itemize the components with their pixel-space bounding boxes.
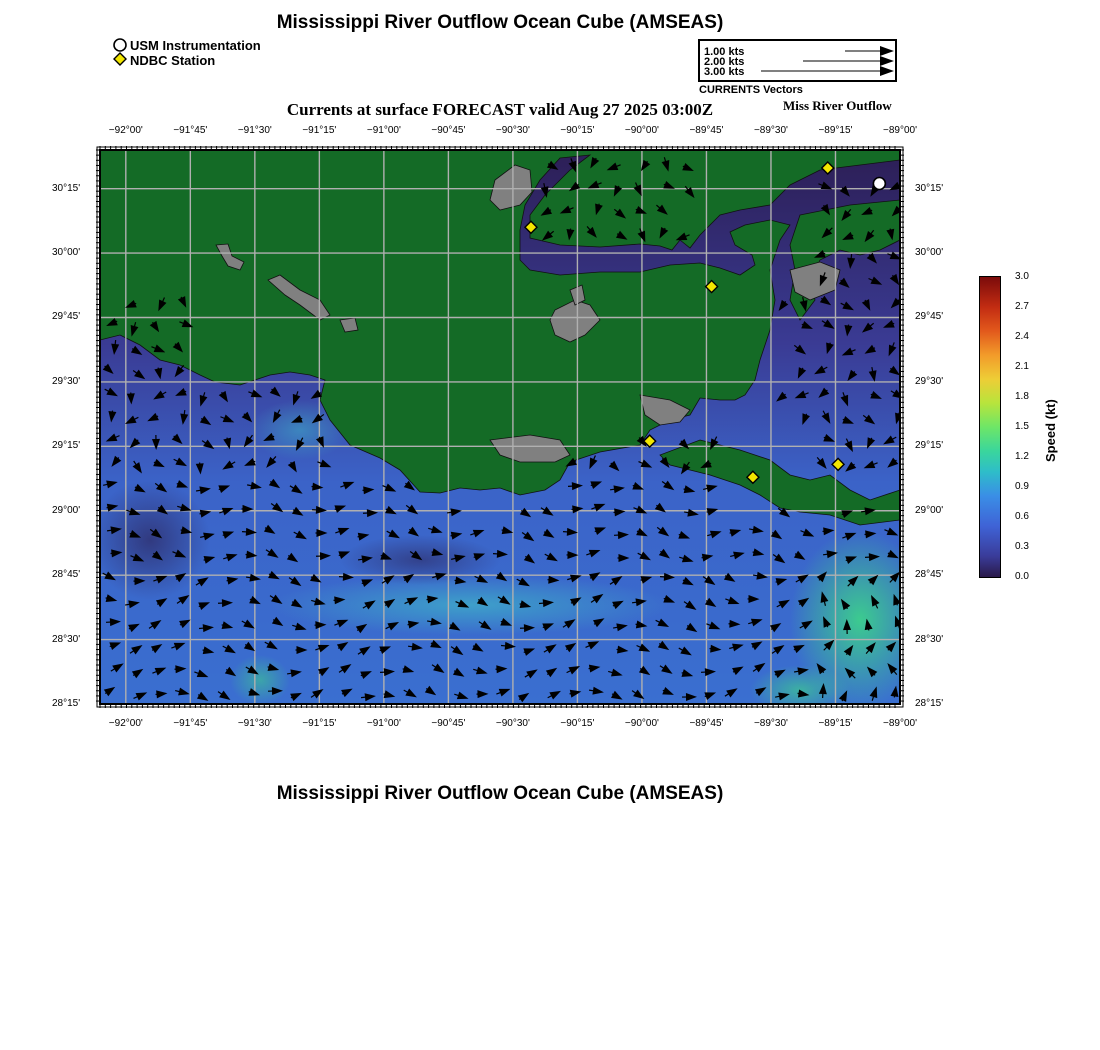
- colorbar-tick-label: 2.1: [1015, 361, 1029, 372]
- lat-tick-label: 30°15': [915, 182, 944, 194]
- lat-tick-label: 29°15': [915, 440, 944, 452]
- lat-tick-label: 28°15': [52, 698, 81, 709]
- lon-tick-label: −89°30': [753, 718, 788, 729]
- lon-tick-label: −90°30': [495, 718, 530, 729]
- lat-tick-label: 28°30': [915, 633, 944, 645]
- lon-tick-label: −90°00': [624, 125, 659, 136]
- lat-tick-label: 29°15': [52, 440, 81, 452]
- colorbar-tick-label: 0.0: [1015, 571, 1029, 582]
- lat-tick-label: 29°00': [52, 504, 81, 516]
- lon-tick-label: −89°15': [818, 718, 853, 729]
- vector-key-caption: CURRENTS Vectors: [699, 84, 803, 96]
- lon-tick-label: −92°00': [108, 718, 143, 729]
- lon-tick-label: −90°00': [624, 718, 659, 729]
- lon-tick-label: −89°30': [753, 125, 788, 136]
- colorbar: [979, 276, 1001, 578]
- colorbar-title: Speed (kt): [1043, 399, 1058, 462]
- lat-tick-label: 29°45': [915, 311, 944, 323]
- legend-symbols: [112, 38, 128, 68]
- map-subtitle: Miss River Outflow: [783, 98, 892, 113]
- lon-tick-label: −91°45': [173, 718, 208, 729]
- footer-title: Mississippi River Outflow Ocean Cube (AMSEAS): [276, 783, 724, 804]
- colorbar-tick-label: 3.0: [1015, 271, 1029, 282]
- legend-usm-label: USM Instrumentation: [130, 38, 261, 53]
- page-title: Mississippi River Outflow Ocean Cube (AMSEAS): [276, 12, 724, 33]
- lon-tick-label: −91°00': [366, 718, 401, 729]
- colorbar-tick-label: 1.5: [1015, 421, 1029, 432]
- colorbar-tick-label: 2.7: [1015, 301, 1029, 312]
- lat-tick-label: 29°00': [915, 504, 944, 516]
- lon-tick-label: −91°30': [237, 125, 272, 136]
- lon-tick-label: −92°00': [108, 125, 143, 136]
- lon-tick-label: −90°45': [431, 125, 466, 136]
- lon-tick-label: −89°45': [689, 125, 724, 136]
- lat-tick-label: 29°45': [52, 311, 81, 323]
- legend-ndbc-label: NDBC Station: [130, 53, 216, 68]
- lon-tick-label: −90°15': [560, 125, 595, 136]
- water-low-speed-patch: [90, 480, 210, 600]
- lat-tick-label: 30°15': [52, 182, 81, 194]
- lon-tick-label: −91°15': [302, 718, 337, 729]
- lon-tick-label: −89°15': [818, 125, 853, 136]
- ndbc-diamond-icon: [114, 53, 126, 65]
- lat-tick-label: 28°30': [52, 633, 81, 645]
- map-layers: [90, 150, 930, 715]
- vector-key-row-1: 1.00 kts: [704, 46, 745, 58]
- lon-tick-label: −91°15': [302, 125, 337, 136]
- colorbar-tick-label: 1.8: [1015, 391, 1029, 402]
- vector-key-box: [698, 39, 897, 82]
- lat-tick-label: 30°00': [915, 247, 944, 259]
- colorbar-tick-label: 0.9: [1015, 481, 1029, 492]
- lat-tick-label: 29°30': [52, 375, 81, 387]
- colorbar-tick-label: 1.2: [1015, 451, 1029, 462]
- vector-key-row-2: 2.00 kts: [704, 56, 745, 68]
- lon-tick-label: −91°00': [366, 125, 401, 136]
- lat-tick-label: 28°15': [915, 698, 944, 709]
- colorbar-gradient: [979, 276, 1001, 578]
- lon-tick-label: −90°15': [560, 718, 595, 729]
- usm-station-marker[interactable]: [873, 177, 885, 189]
- usm-circle-icon: [114, 39, 126, 51]
- vector-key-row-3: 3.00 kts: [704, 66, 745, 78]
- map-chart: [0, 115, 960, 745]
- lon-tick-label: −89°45': [689, 718, 724, 729]
- lat-tick-label: 28°45': [52, 569, 81, 581]
- vector-key-arrows: [700, 41, 895, 80]
- lon-tick-label: −90°30': [495, 125, 530, 136]
- lon-tick-label: −91°30': [237, 718, 272, 729]
- colorbar-tick-label: 0.6: [1015, 511, 1029, 522]
- lat-tick-label: 28°45': [915, 569, 944, 581]
- colorbar-tick-label: 0.3: [1015, 541, 1029, 552]
- lat-tick-label: 30°00': [52, 247, 81, 259]
- water-high-speed-patch: [230, 655, 290, 705]
- lon-tick-label: −90°45': [431, 718, 466, 729]
- map-title: Currents at surface FORECAST valid Aug 27 2025 03:00Z: [286, 100, 714, 119]
- lon-tick-label: −89°00': [883, 125, 917, 136]
- colorbar-tick-label: 2.4: [1015, 331, 1029, 342]
- lat-tick-label: 29°30': [915, 375, 944, 387]
- lon-tick-label: −89°00': [883, 718, 917, 729]
- lon-tick-label: −91°45': [173, 125, 208, 136]
